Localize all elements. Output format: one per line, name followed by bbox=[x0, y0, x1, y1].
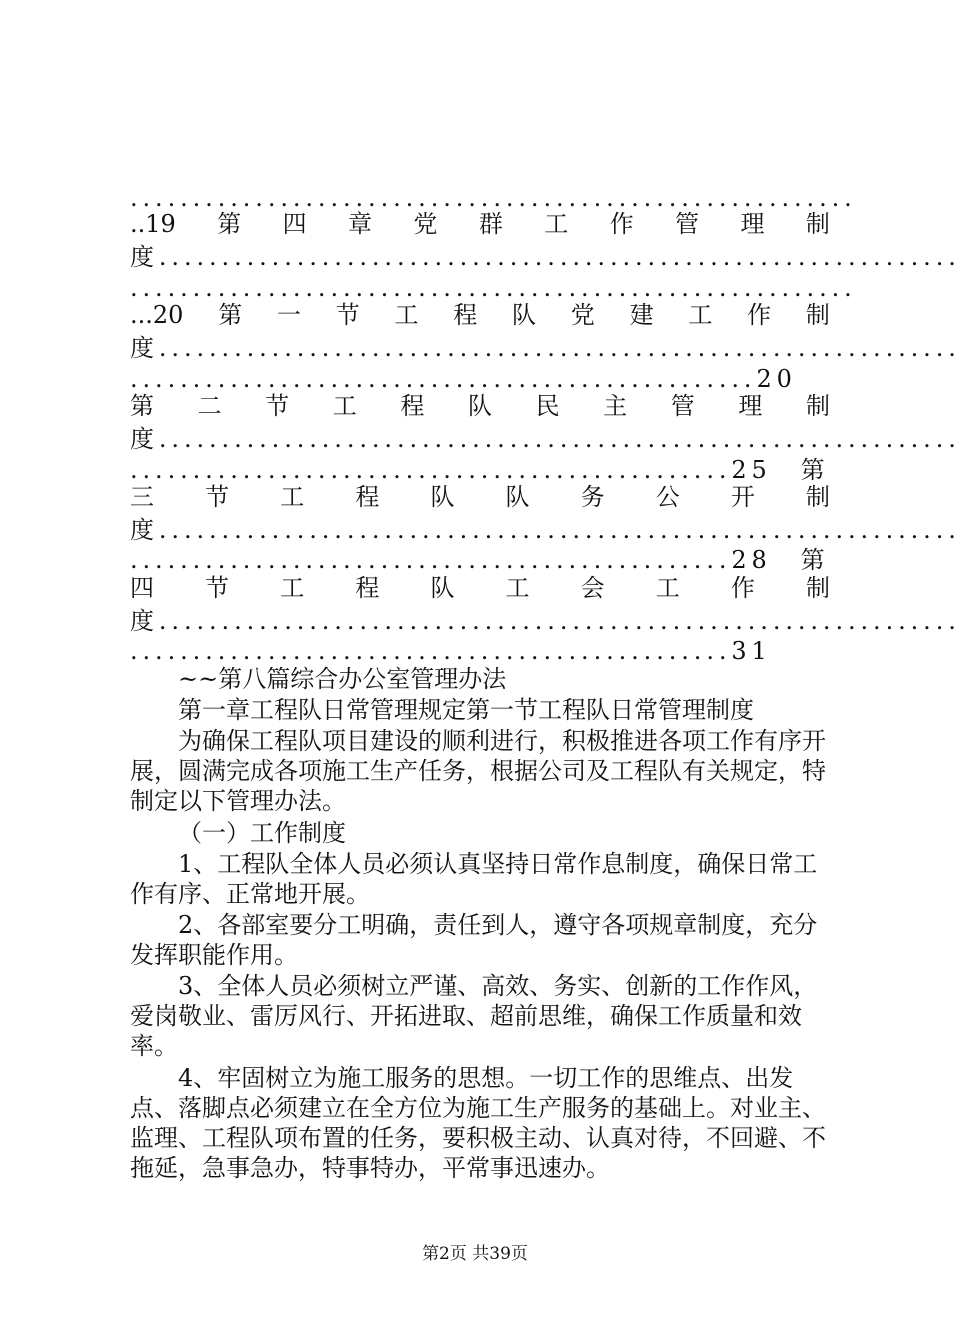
toc-title-char: 节 bbox=[335, 301, 360, 329]
toc-title-char: 四 bbox=[282, 210, 307, 238]
toc-dot-leader: 度................................................................ bbox=[130, 334, 961, 362]
toc-dot-leader: 度................................................................ bbox=[130, 516, 961, 544]
toc-title-char: 作 bbox=[609, 210, 634, 238]
toc-title-char: 四 bbox=[130, 574, 154, 602]
toc-dot-leader-page: ..................................................20 bbox=[130, 365, 797, 393]
toc-dot-leader: 度................................................................ bbox=[130, 425, 961, 453]
toc-title-char: 制 bbox=[805, 483, 830, 511]
toc-title-char: 节 bbox=[265, 392, 290, 420]
toc-title-char: 主 bbox=[603, 392, 628, 420]
toc-title-char: 工 bbox=[688, 301, 713, 329]
rule-paragraph-4: 4、牢固树立为施工服务的思想。一切工作的思维点、出发点、落脚点必须建立在全方位为施工生产服务的基础上。对业主、监理、工程队项布置的任务，要积极主动、认真对待，不回避、不拖延，急事急办，特事特办，平常事迅速办。 bbox=[130, 1064, 826, 1182]
toc-title-char: 建 bbox=[629, 301, 654, 329]
toc-title-char: 节 bbox=[205, 574, 230, 602]
toc-entry-section-1[interactable] bbox=[130, 297, 830, 333]
toc-title-char: 章 bbox=[348, 210, 373, 238]
toc-title-char: 制 bbox=[805, 574, 830, 602]
toc-dot-leader: 度................................................................ bbox=[130, 607, 961, 635]
toc-title-char: 作 bbox=[730, 574, 755, 602]
rule-paragraph-2: 2、各部室要分工明确，责任到人，遵守各项规章制度，充分发挥职能作用。 bbox=[130, 911, 818, 969]
toc-title-char: 节 bbox=[205, 483, 230, 511]
toc-entry-section-3[interactable] bbox=[130, 479, 830, 515]
toc-title-char: 理 bbox=[740, 210, 765, 238]
toc-title-char: 程 bbox=[355, 574, 380, 602]
toc-title-char: 作 bbox=[747, 301, 772, 329]
toc-title-char: 队 bbox=[512, 301, 537, 329]
toc-title-char: 工 bbox=[655, 574, 680, 602]
toc-title-char: 管 bbox=[670, 392, 695, 420]
toc-title-char: 开 bbox=[730, 483, 755, 511]
toc-dot-leader-page: ................................................28 第 bbox=[130, 546, 830, 574]
toc-title-char: 公 bbox=[655, 483, 680, 511]
toc-entry-chapter-4[interactable] bbox=[130, 206, 830, 242]
toc-title-char: 工 bbox=[280, 483, 305, 511]
toc-title-char: 制 bbox=[805, 392, 830, 420]
toc-title-char: 工 bbox=[280, 574, 305, 602]
toc-title-char: 一 bbox=[276, 301, 301, 329]
toc-dot-leader: 度................................................................ bbox=[130, 243, 961, 271]
toc-dot-leader: .......................................................... bbox=[130, 274, 857, 302]
toc-title-char: 会 bbox=[580, 574, 605, 602]
toc-title-char: 程 bbox=[355, 483, 380, 511]
toc-title-char: 队 bbox=[505, 483, 530, 511]
toc-title-char: 制 bbox=[805, 301, 830, 329]
toc-title-char: 理 bbox=[738, 392, 763, 420]
toc-title-char: 队 bbox=[467, 392, 492, 420]
toc-title-char: 二 bbox=[197, 392, 222, 420]
toc-title-char: 第 bbox=[217, 210, 242, 238]
toc-title-char: 管 bbox=[675, 210, 700, 238]
toc-entry-section-4[interactable] bbox=[130, 570, 830, 606]
toc-title-char: 第 bbox=[130, 392, 154, 420]
toc-title-char: 工 bbox=[332, 392, 357, 420]
toc-title-char: 制 bbox=[805, 210, 830, 238]
toc-title-char: 工 bbox=[394, 301, 419, 329]
toc-title-char: 三 bbox=[130, 483, 154, 511]
toc-title-char: 队 bbox=[430, 483, 455, 511]
toc-dot-leader-page: ................................................31 bbox=[130, 637, 772, 665]
toc-title-char: 群 bbox=[478, 210, 503, 238]
toc-title-char: 务 bbox=[580, 483, 605, 511]
toc-title-char: 第 bbox=[218, 301, 243, 329]
section-heading: ~~第八篇综合办公室管理办法 bbox=[178, 665, 507, 693]
toc-title-char: 队 bbox=[430, 574, 455, 602]
toc-title-char: 党 bbox=[570, 301, 595, 329]
toc-dot-leader: .......................................................... bbox=[130, 184, 857, 212]
chapter-heading: 第一章工程队日常管理规定第一节工程队日常管理制度 bbox=[178, 696, 754, 724]
toc-title-char: 民 bbox=[535, 392, 560, 420]
toc-page-number: ...20 bbox=[130, 301, 184, 329]
toc-title-char: 工 bbox=[505, 574, 530, 602]
intro-paragraph: 为确保工程队项目建设的顺利进行，积极推进各项工作有序开展，圆满完成各项施工生产任务，根据公司及工程队有关规定，特制定以下管理办法。 bbox=[130, 727, 826, 815]
toc-title-char: 程 bbox=[453, 301, 478, 329]
toc-title-char: 程 bbox=[400, 392, 425, 420]
toc-dot-leader-page: ................................................25 第 bbox=[130, 456, 830, 484]
toc-title-char: 工 bbox=[544, 210, 569, 238]
page-footer: 第2页 共39页 bbox=[422, 1244, 528, 1264]
rule-paragraph-3: 3、全体人员必须树立严谨、高效、务实、创新的工作作风，爱岗敬业、雷厉风行、开拓进取、超前思维，确保工作质量和效率。 bbox=[130, 972, 818, 1060]
subsection-heading: （一）工作制度 bbox=[178, 819, 346, 847]
toc-page-number: ..19 bbox=[130, 210, 176, 238]
toc-title-char: 党 bbox=[413, 210, 438, 238]
rule-paragraph-1: 1、工程队全体人员必须认真坚持日常作息制度，确保日常工作有序、正常地开展。 bbox=[130, 850, 818, 908]
toc-entry-section-2[interactable] bbox=[130, 388, 830, 424]
